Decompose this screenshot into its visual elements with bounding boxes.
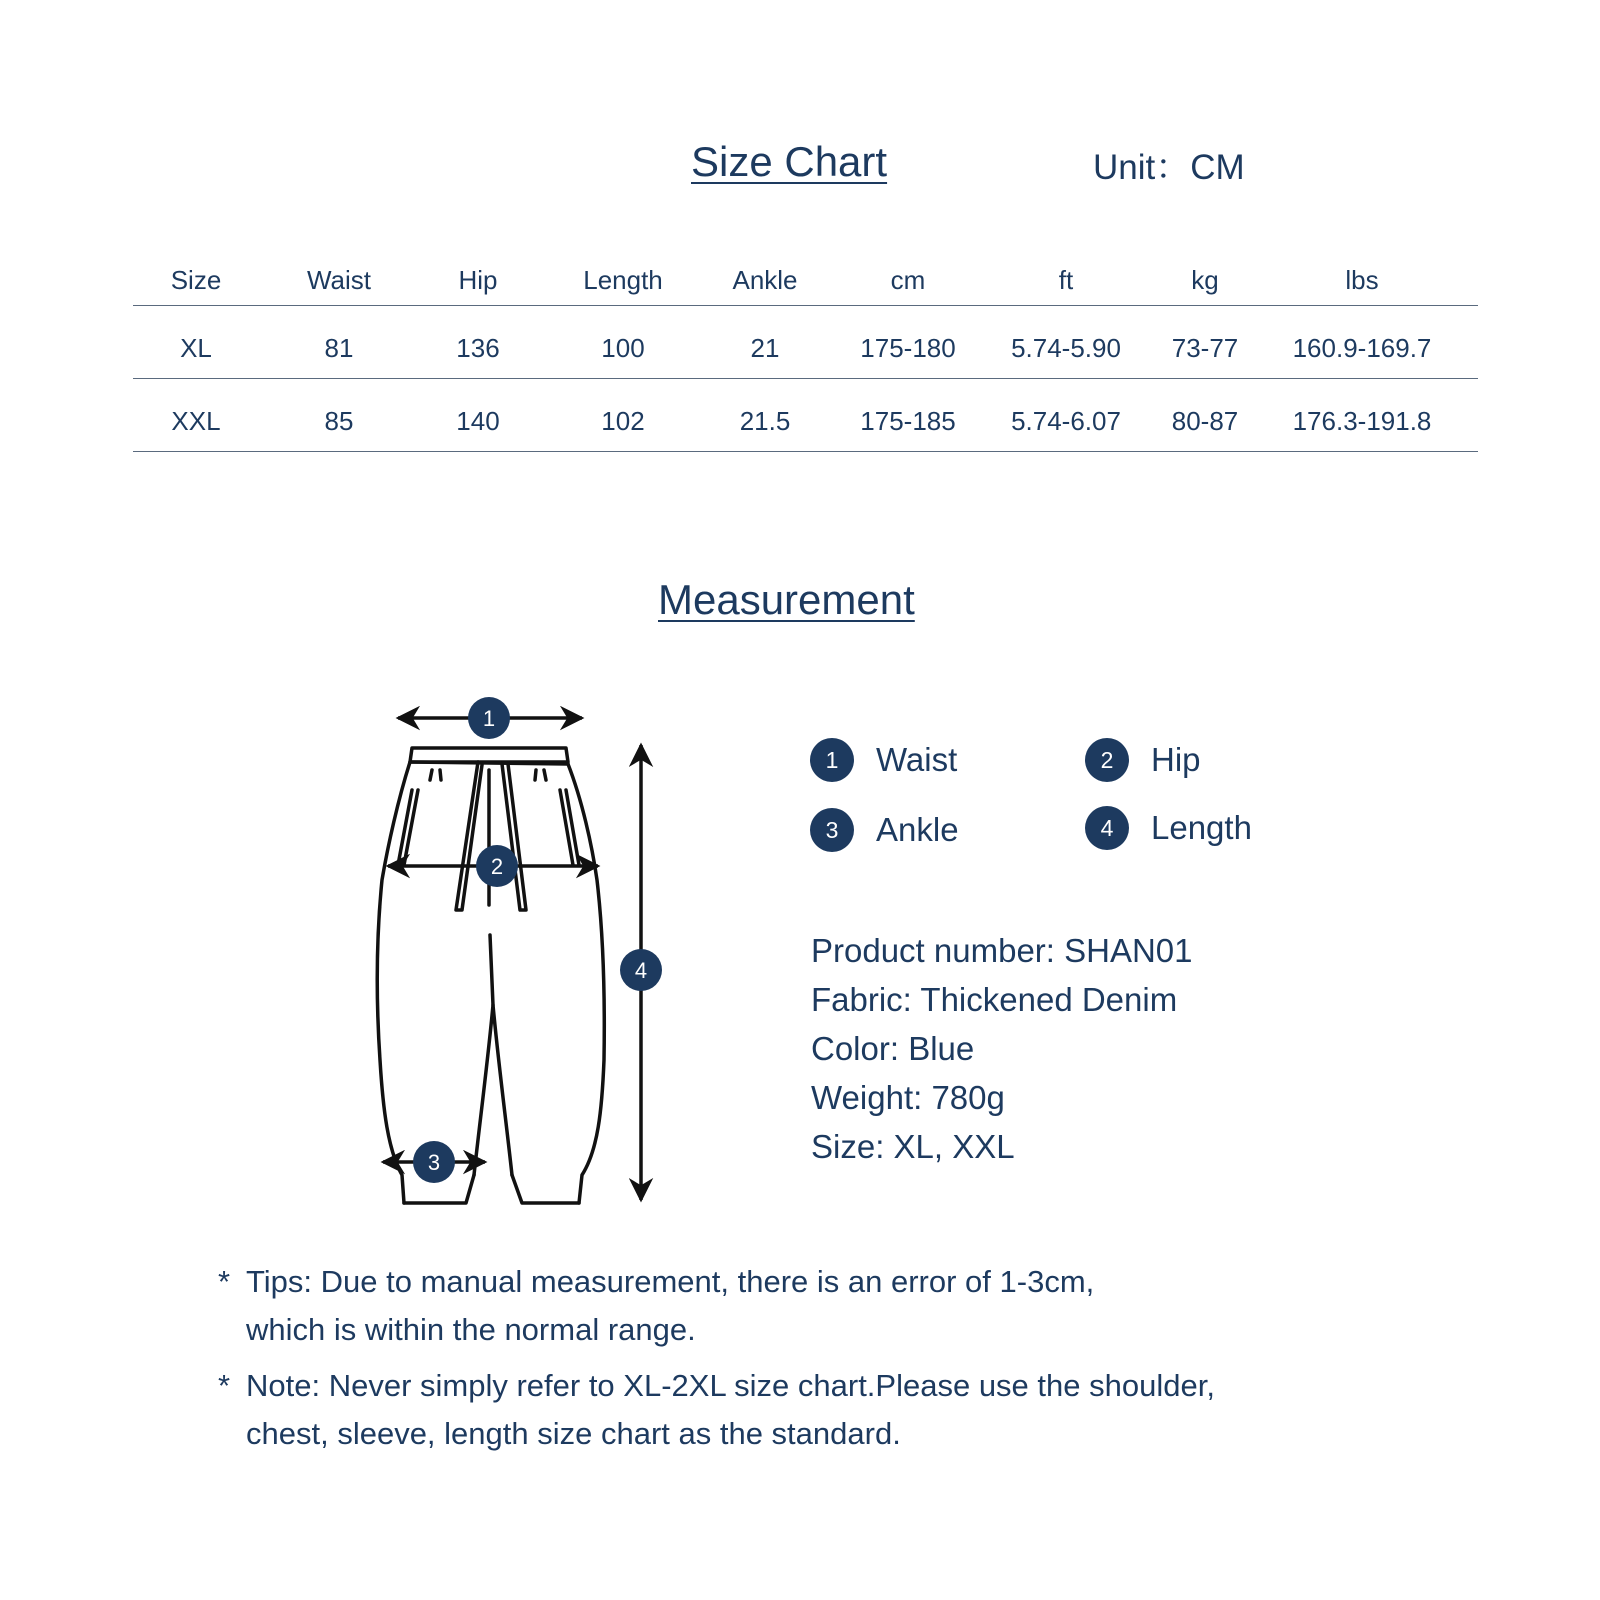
header-cell: ft xyxy=(1058,265,1074,295)
legend-label: Waist xyxy=(876,741,958,778)
note-line: which is within the normal range. xyxy=(246,1312,696,1347)
table-cell: 85 xyxy=(324,406,354,436)
table-cell: 175-180 xyxy=(860,333,956,363)
svg-text:1: 1 xyxy=(482,706,496,731)
svg-text:3: 3 xyxy=(427,1150,441,1175)
legend-label: Hip xyxy=(1151,741,1201,778)
note-line: Tips: Due to manual measurement, there is an error of 1-3cm, xyxy=(246,1264,1095,1299)
legend-waist xyxy=(810,738,957,782)
product-number: Product number: SHAN01 xyxy=(811,932,1193,969)
tips-note xyxy=(218,1258,1094,1354)
measurement-title: Measurement xyxy=(658,576,915,623)
note-line: Note: Never simply refer to XL-2XL size chart.Please use the shoulder, xyxy=(246,1368,1215,1403)
table-cell: 140 xyxy=(456,406,500,436)
marker-3 xyxy=(413,1141,455,1183)
unit-label: Unit：CM xyxy=(1093,148,1245,187)
product-weight: Weight: 780g xyxy=(811,1079,1005,1116)
marker-4 xyxy=(620,949,662,991)
table-cell: 175-185 xyxy=(860,406,956,436)
legend-label: Ankle xyxy=(876,811,959,848)
legend-ankle xyxy=(810,808,959,852)
header-cell: Hip xyxy=(458,265,498,295)
table-cell: 21.5 xyxy=(739,406,791,436)
note-bullet: * xyxy=(218,1264,231,1299)
legend-label: Length xyxy=(1151,809,1252,846)
size-chart-title: Size Chart xyxy=(691,138,888,185)
header-cell: cm xyxy=(890,265,926,295)
table-cell: 21 xyxy=(750,333,780,363)
legend-badge: 2 xyxy=(1085,738,1129,782)
table-cell: 80-87 xyxy=(1171,406,1239,436)
note-line: chest, sleeve, length size chart as the standard. xyxy=(246,1416,901,1451)
marker-2 xyxy=(476,845,518,887)
product-fabric: Fabric: Thickened Denim xyxy=(811,981,1178,1018)
legend-badge: 3 xyxy=(810,808,854,852)
note-bullet: * xyxy=(218,1368,231,1403)
table-cell: XL xyxy=(180,333,212,363)
table-cell: 102 xyxy=(601,406,645,436)
header-cell: lbs xyxy=(1345,265,1379,295)
marker-1 xyxy=(468,697,510,739)
header-cell: Length xyxy=(583,265,663,295)
table-cell: 176.3-191.8 xyxy=(1292,406,1432,436)
table-cell: 160.9-169.7 xyxy=(1292,333,1432,363)
table-cell: 5.74-6.07 xyxy=(1011,406,1121,436)
table-cell: 81 xyxy=(324,333,354,363)
product-color: Color: Blue xyxy=(811,1030,975,1067)
legend-badge: 4 xyxy=(1085,806,1129,850)
product-info xyxy=(811,926,1193,1171)
header-cell: Waist xyxy=(306,265,372,295)
header-cell: Ankle xyxy=(732,265,798,295)
legend-length xyxy=(1085,806,1252,850)
table-cell: XXL xyxy=(171,406,221,436)
legend-hip xyxy=(1085,738,1201,782)
pants-outline xyxy=(377,748,604,1203)
table-cell: 5.74-5.90 xyxy=(1011,333,1121,363)
legend-badge: 1 xyxy=(810,738,854,782)
svg-text:4: 4 xyxy=(634,958,648,983)
header-cell: Size xyxy=(170,265,222,295)
table-cell: 73-77 xyxy=(1171,333,1239,363)
header-cell: kg xyxy=(1191,265,1219,295)
table-cell: 136 xyxy=(456,333,500,363)
table-cell: 100 xyxy=(601,333,645,363)
product-size: Size: XL, XXL xyxy=(811,1128,1015,1165)
svg-text:2: 2 xyxy=(490,854,504,879)
size-note xyxy=(218,1362,1215,1458)
